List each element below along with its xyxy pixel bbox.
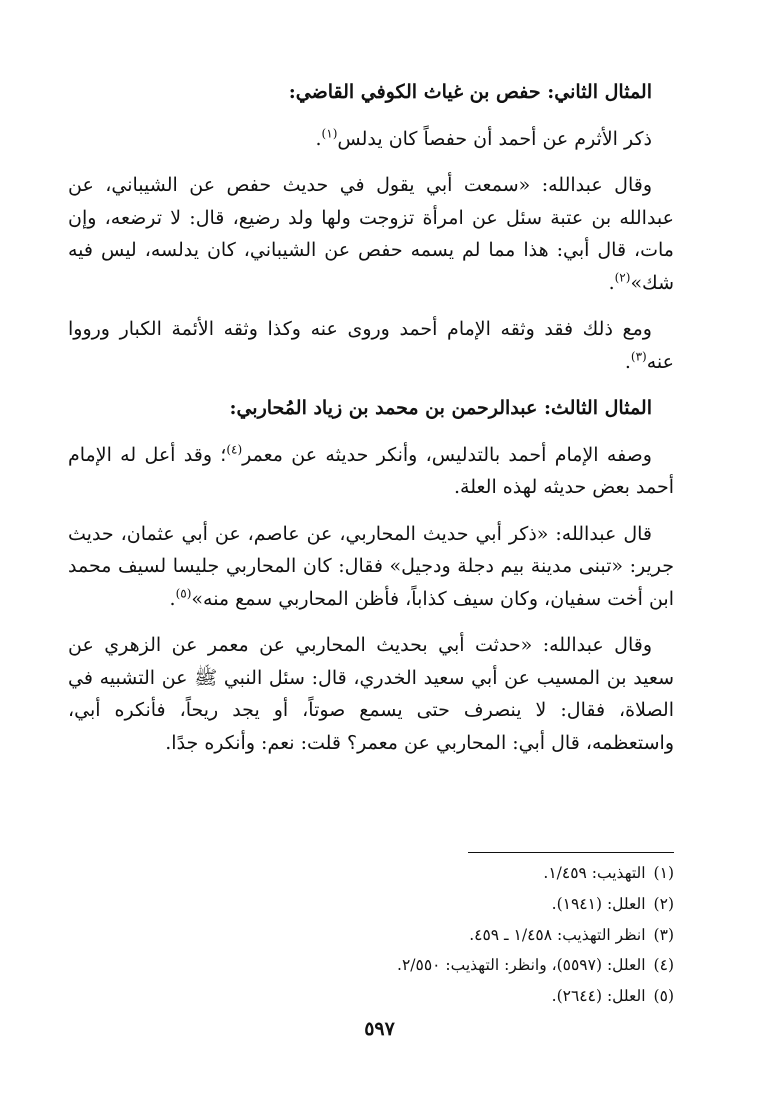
paragraph: وصفه الإمام أحمد بالتدليس، وأنكر حديثه عن معمر$^{(٤)}$؛ وقد أعل له الإمام أحمد بعض حديثه لهذه العلة. — [68, 442, 674, 498]
section-heading: المثال الثالث: عبدالرحمن بن محمد بن زياد المُحاربي: — [229, 397, 652, 419]
footnote: (٥)العلل: (٢٦٤٤). — [551, 987, 674, 1006]
paragraph: قال عبدالله: «ذكر أبي حديث المحاربي، عن عاصم، عن أبي عثمان، حديث جرير: «تبنى مدينة بيم دجلة ودجيل» فقال: كان المحاربي جليسا لسيف محمد ابن أخت سفيان، وكان سيف كذاباً، فأظن المحاربي سمع منه»$^{(٥)}$. — [68, 522, 674, 610]
footnote: (٤)العلل: (٥٥٩٧)، وانظر: التهذيب: ٢/٥٥٠. — [397, 956, 674, 975]
footnote-ref[interactable]: (٤) — [226, 442, 243, 457]
page-number: ٥٩٧ — [364, 1018, 395, 1040]
main-text — [68, 76, 674, 773]
footnote: (٣)انظر التهذيب: ١/٤٥٨ ـ ٤٥٩. — [469, 925, 674, 944]
section-heading: المثال الثاني: حفص بن غياث الكوفي القاضي: — [288, 81, 652, 103]
paragraph: وقال عبدالله: «حدثت أبي بحديث المحاربي عن معمر عن الزهري عن سعيد بن المسيب عن أبي سعيد الخدري، قال: سئل النبي ﷺ عن التشبيه في الصلاة، فقال: لا ينصرف حتى يسمع صوتاً، أو يجد ريحاً، فأنكره أبي، واستعظمه، قال أبي: المحاربي عن معمر؟ قلت: نعم: وأنكره جدًا. — [68, 634, 674, 754]
footnote-divider — [468, 852, 674, 853]
footnote-ref[interactable]: (٢) — [614, 270, 631, 285]
paragraph: وقال عبدالله: «سمعت أبي يقول في حديث حفص عن الشيباني، عن عبدالله بن عتبة سئل عن امرأة تزوجت ولها ولد رضيع، قال: لا ترضعه، وإن مات، قال أبي: هذا مما لم يسمه حفص عن الشيباني، كان يدلسه، ليس فيه شك»$^{(٢)}$. — [68, 174, 674, 294]
footnote-ref[interactable]: (٣) — [630, 349, 647, 364]
paragraph: ومع ذلك فقد وثقه الإمام أحمد وروى عنه وكذا وثقه الأئمة الكبار ورووا عنه$^{(٣)}$. — [68, 318, 674, 373]
footnotes — [68, 858, 674, 1012]
paragraph: ذكر الأثرم عن أحمد أن حفصاً كان يدلس$^{(١)}$. — [315, 126, 652, 150]
footnote: (٢)العلل: (١٩٤١). — [551, 894, 674, 913]
footnote-ref[interactable]: (٥) — [175, 586, 192, 601]
footnote: (١)التهذيب: ١/٤٥٩. — [543, 864, 674, 882]
footnote-ref[interactable]: (١) — [321, 126, 338, 141]
